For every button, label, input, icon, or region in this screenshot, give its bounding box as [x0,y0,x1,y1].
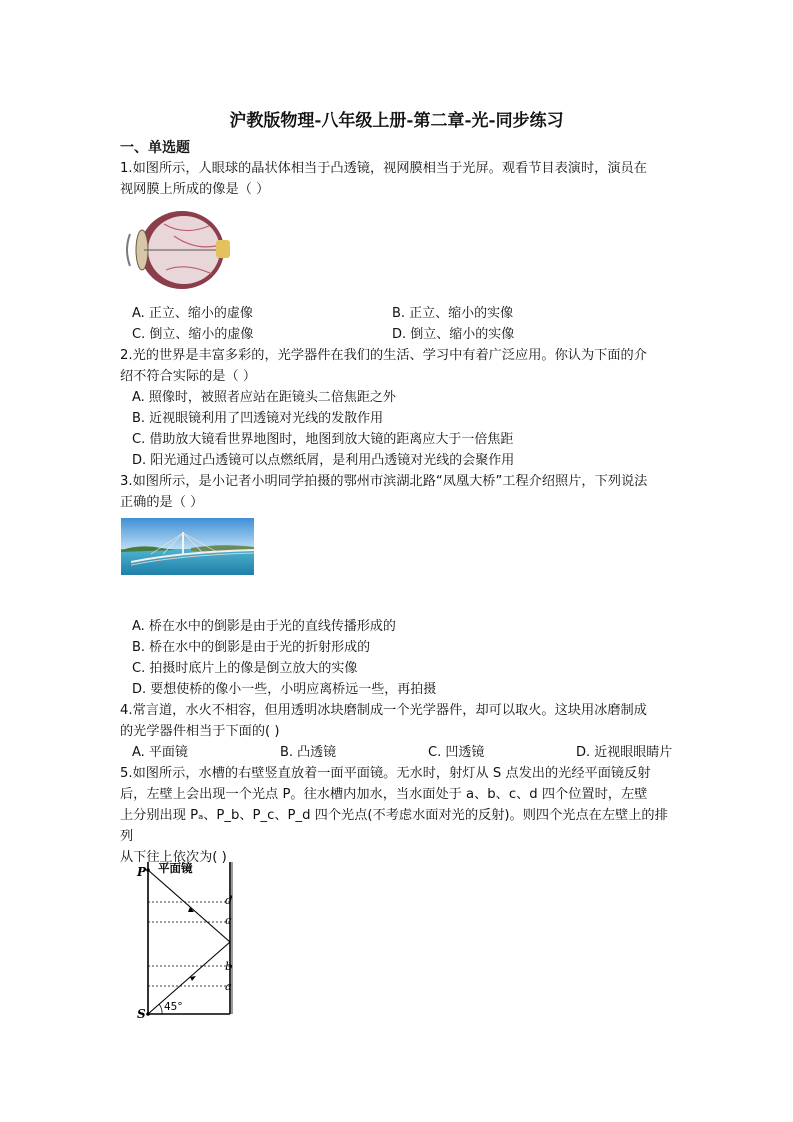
angle-label: 45° [164,1001,183,1013]
question-3-stem [120,471,680,513]
question-2-option-d[interactable]: D. 阳光通过凸透镜可以点燃纸屑，是利用凸透镜对光线的会聚作用 [132,453,515,468]
question-1-option-d[interactable]: D. 倒立、缩小的实像 [392,327,515,342]
question-3-option-c[interactable]: C. 拍摄时底片上的像是倒立放大的实像 [132,661,358,676]
question-2-line-1: 2.光的世界是丰富多彩的，光学器件在我们的生活、学习中有着广泛应用。你认为下面的介 [120,348,647,363]
question-3-option-a[interactable]: A. 桥在水中的倒影是由于光的直线传播形成的 [132,619,396,634]
level-label-b: b [225,959,233,973]
point-p-label: P [137,865,147,879]
water-tank-diagram [118,852,243,1024]
question-4-option-b[interactable]: B. 凸透镜 [280,745,337,760]
section-heading: 一、单选题 [120,140,190,156]
question-4-stem [120,700,680,742]
question-1-option-b[interactable]: B. 正立、缩小的实像 [392,306,514,321]
question-2-option-b[interactable]: B. 近视眼镜利用了凹透镜对光线的发散作用 [132,411,384,426]
question-3-line-1: 3.如图所示，是小记者小明同学拍摄的鄂州市滨湖北路“凤凰大桥”工程介绍照片，下列说法 [120,474,648,489]
level-label-c: c [225,913,232,927]
point-s-label: S [137,1007,146,1021]
question-3-option-b[interactable]: B. 桥在水中的倒影是由于光的折射形成的 [132,640,371,655]
question-4-line-2: 的光学器件相当于下面的( ) [120,724,280,739]
question-2-stem [120,345,680,387]
question-4-line-1: 4.常言道，水火不相容，但用透明冰块磨制成一个光学器件，却可以取火。这块用冰磨制成 [120,703,647,718]
question-3-option-d[interactable]: D. 要想使桥的像小一些，小明应离桥远一些，再拍摄 [132,682,437,697]
question-2-line-2: 绍不符合实际的是（ ） [120,369,257,384]
question-5-line-3: 上分别出现 Pₐ、P_b、P_c、P_d 四个光点(不考虑水面对光的反射)。则四个光点在左壁上的排列 [120,808,668,844]
question-4-option-d[interactable]: D. 近视眼眼睛片 [576,745,673,760]
mirror-label: 平面镜 [158,861,193,875]
question-1-stem [120,158,680,200]
question-5-line-1: 5.如图所示，水槽的右壁竖直放着一面平面镜。无水时，射灯从 S 点发出的光经平面镜反射 [120,766,651,781]
question-5-line-4: 从下往上依次为( ) [120,850,227,865]
level-label-d: d [225,893,233,907]
question-5-line-2: 后，左壁上会出现一个光点 P。往水槽内加水，当水面处于 a、b、c、d 四个位置时，左壁 [120,787,648,802]
question-1-option-a[interactable]: A. 正立、缩小的虚像 [132,306,253,321]
question-3-line-2: 正确的是（ ） [120,495,204,510]
question-4-option-c[interactable]: C. 凹透镜 [428,745,485,760]
question-2-option-c[interactable]: C. 借助放大镜看世界地图时，地图到放大镜的距离应大于一倍焦距 [132,432,514,447]
eyeball-diagram [124,206,234,292]
question-2-option-a[interactable]: A. 照像时，被照者应站在距镜头二倍焦距之外 [132,390,396,405]
page-title: 沪教版物理-八年级上册-第二章-光-同步练习 [229,111,564,131]
question-4-option-a[interactable]: A. 平面镜 [132,745,188,760]
bridge-photo [121,518,254,575]
question-1-line-1: 1.如图所示，人眼球的晶状体相当于凸透镜，视网膜相当于光屏。观看节目表演时，演员在 [120,161,647,176]
level-label-a: a [225,979,232,993]
question-1-option-c[interactable]: C. 倒立、缩小的虚像 [132,327,254,342]
question-1-line-2: 视网膜上所成的像是（ ） [120,182,270,197]
